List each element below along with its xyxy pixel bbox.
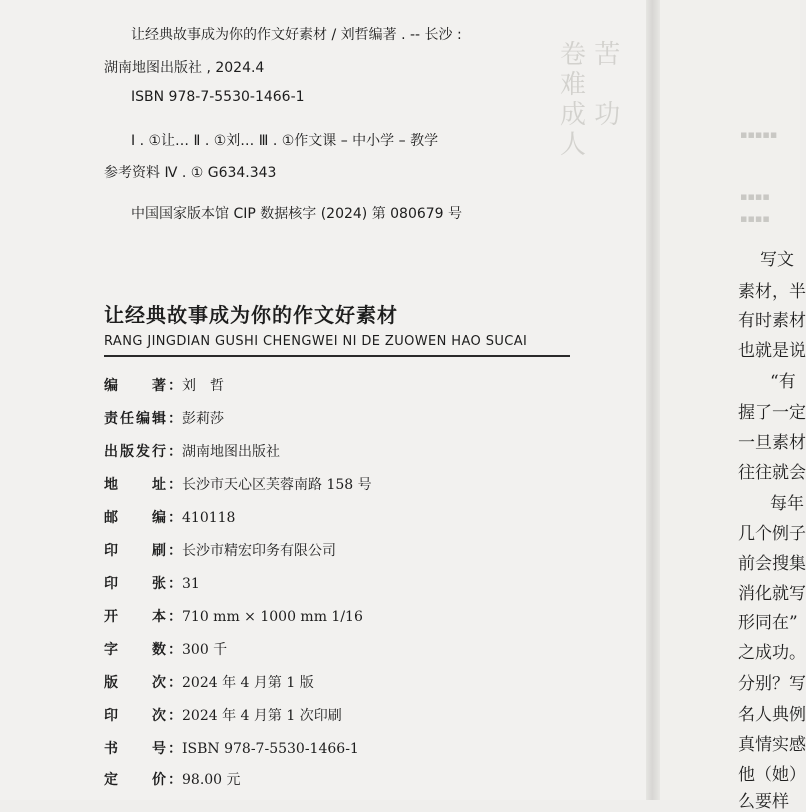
colophon-row-printing — [104, 705, 342, 727]
colophon-value: 湖南地图出版社 — [182, 444, 280, 460]
cip-line-3: ISBN 978-7-5530-1466-1 — [131, 89, 305, 105]
colophon-row-author — [104, 375, 224, 397]
bleed-through-text: 卷 苦 难 成 功 人 — [560, 40, 621, 160]
right-page-line: 形同在” — [738, 613, 798, 633]
colophon-label: 出版发行： — [104, 444, 182, 460]
colophon-row-isbn — [104, 738, 359, 760]
colophon-value: 710 mm × 1000 mm 1/16 — [182, 609, 363, 625]
right-page-line: 一旦素材 — [738, 433, 806, 453]
colophon-value: 彭莉莎 — [182, 411, 224, 427]
colophon-row-sheets — [104, 573, 200, 595]
colophon-label: 书 号： — [104, 741, 182, 757]
colophon-value: 31 — [182, 576, 200, 592]
title-rule — [104, 355, 570, 357]
colophon-row-word-count — [104, 639, 227, 661]
faint-heading-2: ▪▪▪▪ — [740, 190, 770, 203]
colophon-value: 2024 年 4 月第 1 版 — [182, 675, 314, 691]
right-page-line: 每年 — [770, 494, 804, 514]
cip-line-5: 参考资料 Ⅳ . ① G634.343 — [104, 165, 277, 181]
colophon-row-postcode — [104, 507, 235, 529]
right-page-line: 握了一定 — [738, 403, 806, 423]
colophon-value: 2024 年 4 月第 1 次印刷 — [182, 708, 342, 724]
colophon-row-price — [104, 769, 241, 791]
cip-line-2: 湖南地图出版社 , 2024.4 — [104, 60, 265, 76]
colophon-row-publisher — [104, 441, 280, 463]
colophon-value: 刘 哲 — [182, 378, 224, 394]
right-page-line: 也就是说 — [738, 341, 806, 361]
colophon-row-address — [104, 474, 372, 496]
right-page-line: 名人典例 — [738, 705, 806, 725]
colophon-label: 责任编辑： — [104, 411, 182, 427]
cip-line-1: 让经典故事成为你的作文好素材 / 刘哲编著 . -- 长沙 : — [131, 27, 462, 43]
colophon-value: 300 千 — [182, 642, 228, 658]
cip-line-6: 中国国家版本馆 CIP 数据核字 (2024) 第 080679 号 — [131, 206, 463, 222]
faint-heading-1: ▪▪▪▪▪ — [740, 128, 778, 141]
colophon-value: 长沙市精宏印务有限公司 — [182, 543, 336, 559]
book-gutter — [646, 0, 660, 800]
colophon-value: 98.00 元 — [182, 772, 241, 788]
right-page-line: 真情实感 — [738, 735, 806, 755]
right-page-line: 几个例子 — [738, 524, 806, 544]
colophon-label: 编 著： — [104, 378, 182, 394]
colophon-row-editor — [104, 408, 224, 430]
colophon-row-printer — [104, 540, 336, 562]
faint-heading-3: ▪▪▪▪ — [740, 212, 770, 225]
right-page-line: 往往就会 — [738, 463, 806, 483]
right-page-line: 素材，半 — [738, 282, 806, 302]
colophon-label: 邮 编： — [104, 510, 182, 526]
colophon-label: 开 本： — [104, 609, 182, 625]
right-page-line: 之成功。 — [738, 643, 806, 663]
colophon-label: 字 数： — [104, 642, 182, 658]
right-page-line: 么要样 — [738, 792, 789, 812]
right-page-line: 分别？写 — [738, 674, 806, 694]
colophon-label: 印 次： — [104, 708, 182, 724]
colophon-value: ISBN 978-7-5530-1466-1 — [182, 741, 359, 757]
book-title: 让经典故事成为你的作文好素材 — [104, 303, 398, 327]
cip-line-4: Ⅰ . ①让… Ⅱ . ①刘… Ⅲ . ①作文课 – 中小学 – 教学 — [131, 133, 439, 149]
book-title-pinyin: RANG JINGDIAN GUSHI CHENGWEI NI DE ZUOWEN HAO SUCAI — [104, 334, 528, 349]
right-page-line: 前会搜集 — [738, 554, 806, 574]
right-page-line: “有 — [770, 372, 796, 392]
colophon-label: 印 刷： — [104, 543, 182, 559]
right-page-line: 有时素材 — [738, 311, 806, 331]
colophon-label: 定 价： — [104, 772, 182, 788]
colophon-label: 版 次： — [104, 675, 182, 691]
colophon-value: 410118 — [182, 510, 236, 526]
right-page-line: 他（她） — [738, 765, 806, 785]
right-page-line: 消化就写 — [738, 584, 806, 604]
colophon-value: 长沙市天心区芙蓉南路 158 号 — [182, 477, 372, 493]
colophon-row-edition — [104, 672, 314, 694]
colophon-label: 印 张： — [104, 576, 182, 592]
right-page-line: 写文 — [760, 250, 794, 270]
colophon-label: 地 址： — [104, 477, 182, 493]
colophon-row-format — [104, 606, 363, 628]
